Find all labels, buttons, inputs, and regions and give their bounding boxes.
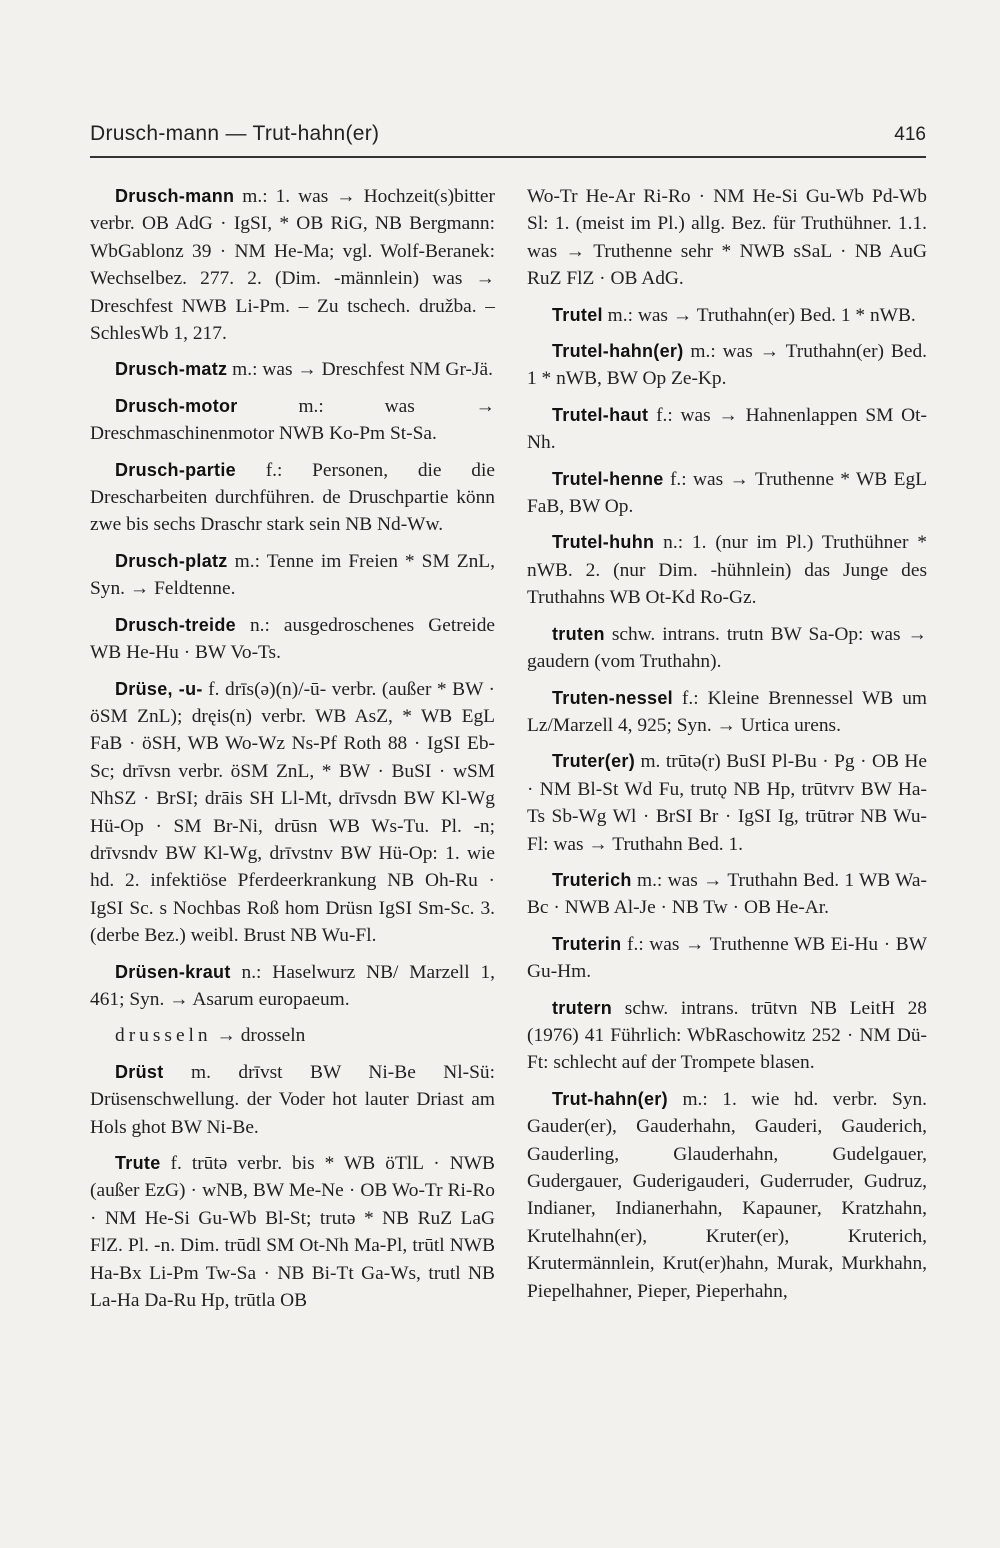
entry-body: m.: was → Truthahn(er) Bed. 1 * nWB, BW Op Ze-Kp. bbox=[527, 341, 927, 390]
entry-trute bbox=[90, 1150, 495, 1314]
entry-trut-hahn bbox=[527, 1086, 927, 1305]
entry-drusseln bbox=[90, 1022, 495, 1049]
entry-body: n.: 1. (nur im Pl.) Truthühner * nWB. 2. (nur Dim. -hühnlein) das Junge des Truthahns WB Ot-Kd Ro-Gz. bbox=[527, 532, 927, 609]
entry-lemma: Drusch-mann bbox=[115, 186, 235, 206]
entry-lemma: Drusch-partie bbox=[115, 459, 236, 480]
entry-drusch-mann bbox=[90, 183, 495, 347]
entry-lemma: Truten-nessel bbox=[552, 687, 673, 708]
entry-body: m.: 1. was → Hochzeit(s)bitter verbr. OB AdG · IgSI, * OB RiG, NB Bergmann: WbGablonz 39 · NM He-Ma; vgl. Wolf-Beranek: Wechselbez. 277. 2. (Dim. -männlein) was → Dreschfest NWB Li-Pm. – Zu tschech. družba. – SchlesWb 1, 217. bbox=[90, 186, 495, 345]
entry-truten bbox=[527, 621, 927, 676]
entry-body: → drosseln bbox=[211, 1025, 306, 1047]
running-header bbox=[90, 120, 926, 158]
entry-body: f.: was → Truthenne WB Ei-Hu · BW Gu-Hm. bbox=[527, 933, 927, 983]
entry-lemma: drusseln bbox=[115, 1025, 212, 1047]
entry-body: m.: was → Dreschfest NM Gr-Jä. bbox=[227, 359, 493, 381]
entry-body: schw. intrans. trūtvn NB LeitH 28 (1976) 41 Führlich: WbRaschowitz 252 · NM Dü-Ft: schlecht auf der Trompete blasen. bbox=[527, 997, 927, 1074]
entry-drusch-matz bbox=[90, 356, 495, 383]
entry-body: m. trūtə(r) BuSI Pl-Bu · Pg · OB He · NM Bl-St Wd Fu, trutǫ NB Hp, trūtvrv BW Ha-Ts Sb-Wg Wl · BrSI Br · IgSI Ig, trūtrər NB Wu-Fl: was → Truthahn Bed. 1. bbox=[527, 751, 927, 855]
page-number: 416 bbox=[894, 124, 926, 145]
entry-lemma: Trutel-henne bbox=[552, 468, 664, 489]
entry-lemma: truten bbox=[552, 623, 605, 644]
entry-lemma: Drüst bbox=[115, 1061, 164, 1082]
entry-truterer bbox=[527, 748, 927, 858]
header-title: Drusch-mann — Trut-hahn(er) bbox=[90, 122, 380, 145]
entry-truterin bbox=[527, 931, 927, 986]
entry-lemma: Drusch-treide bbox=[115, 614, 236, 635]
entry-body: f. trūtə verbr. bis * WB öTlL · NWB (außer EzG) · wNB, BW Me-Ne · OB Wo-Tr Ri-Ro · NM He-Si Gu-Wb Bl-St; trutə * NB RuZ LaG FlZ. Pl. -n. Dim. trūdl SM Ot-Nh Ma-Pl, trūtl NWB Ha-Bx Li-Pm Tw-Sa · NB Bi-Tt Ga-Ws, trutl NB La-Ha Da-Ru Hp, trūtla OB bbox=[90, 1153, 495, 1312]
entry-body: f.: Personen, die die Drescharbeiten durchführen. de Druschpartie könn zwe bis sechs Draschr stark sein NB Nd-Ww. bbox=[90, 459, 495, 536]
entry-body: m.: Tenne im Freien * SM ZnL, Syn. → Feldtenne. bbox=[90, 550, 495, 600]
entry-trutel-haut bbox=[527, 402, 927, 457]
entry-truten-nessel bbox=[527, 685, 927, 740]
entry-lemma: Trutel-haut bbox=[552, 404, 649, 425]
entry-druest bbox=[90, 1059, 495, 1141]
entry-druesen-kraut bbox=[90, 959, 495, 1014]
entry-lemma: Trutel-huhn bbox=[552, 532, 655, 553]
entry-body: f.: was → Hahnenlappen SM Ot-Nh. bbox=[527, 404, 927, 454]
left-column bbox=[90, 183, 495, 1323]
entry-lemma: Drüsen-kraut bbox=[115, 961, 231, 982]
entry-drusch-platz bbox=[90, 548, 495, 603]
entry-lemma: Trut-hahn(er) bbox=[552, 1088, 668, 1109]
entry-body: n.: ausgedroschenes Getreide WB He-Hu · BW Vo-Ts. bbox=[90, 614, 495, 664]
entry-lemma: Trute bbox=[115, 1153, 161, 1173]
entry-body: schw. intrans. trutn BW Sa-Op: was → gaudern (vom Truthahn). bbox=[527, 623, 927, 673]
right-column bbox=[527, 183, 927, 1314]
entry-lemma: Truterich bbox=[552, 869, 632, 890]
entry-drusch-motor bbox=[90, 393, 495, 448]
entry-lemma: Drüse, -u- bbox=[115, 678, 203, 699]
entry-truterich bbox=[527, 867, 927, 922]
entry-lemma: trutern bbox=[552, 997, 613, 1018]
entry-trutel-henne bbox=[527, 466, 927, 521]
entry-druese bbox=[90, 676, 495, 950]
entry-lemma: Truterin bbox=[552, 933, 622, 954]
entry-lemma: Drusch-matz bbox=[115, 359, 228, 380]
entry-drusch-partie bbox=[90, 457, 495, 539]
entry-body: m.: was → Truthahn(er) Bed. 1 * nWB. bbox=[602, 304, 916, 326]
entry-lemma: Drusch-platz bbox=[115, 550, 228, 571]
entry-drusch-treide bbox=[90, 612, 495, 667]
entry-body: n.: Haselwurz NB/ Marzell 1, 461; Syn. → Asarum europaeum. bbox=[90, 961, 495, 1010]
entry-trutel-huhn bbox=[527, 529, 927, 611]
entry-trute-continued bbox=[527, 183, 927, 293]
entry-lemma: Trutel-hahn(er) bbox=[552, 341, 684, 362]
entry-body: m.: was → Dreschmaschinenmotor NWB Ko-Pm St-Sa. bbox=[90, 395, 495, 445]
entry-body: f.: was → Truthenne * WB EgL FaB, BW Op. bbox=[527, 468, 927, 518]
entry-body: f. drīs(ə)(n)/-ū- verbr. (außer * BW · öSM ZnL); dręis(n) verbr. WB AsZ, * WB EgL FaB · öSH, WB Wo-Wz Ns-Pf Roth 88 · IgSI Eb-Sc; drīvsn verbr. öSM ZnL, * BW · BuSI · wSM NhSZ · BrSI; drāis SH Ll-Mt, drīvsdn BW Kl-Wg Hü-Op · SM Br-Ni, drūsn WB Ws-Tu. Pl. -n; drīvsndv BW Kl-Wg, drīvstnv BW Hü-Op: 1. wie hd. 2. infektiöse Pferdeerkrankung NB Oh-Ru · IgSI Sc. s Nochbas Roß hom Drüsn IgSI Sm-Sc. 3. (derbe Bez.) weibl. Brust NB Wu-Fl. bbox=[90, 678, 495, 947]
entry-trutel-hahn bbox=[527, 338, 927, 393]
entry-trutern bbox=[527, 995, 927, 1077]
entry-body: m.: was → Truthahn Bed. 1 WB Wa-Bc · NWB Al-Je · NB Tw · OB He-Ar. bbox=[527, 869, 927, 919]
entry-body: f.: Kleine Brennessel WB um Lz/Marzell 4, 925; Syn. → Urtica urens. bbox=[527, 687, 927, 736]
entry-lemma: Drusch-motor bbox=[115, 395, 238, 416]
entry-lemma: Trutel bbox=[552, 304, 603, 325]
entry-body: m. drīvst BW Ni-Be Nl-Sü: Drüsenschwellung. der Voder hot lauter Driast am Hols ghot BW Ni-Be. bbox=[90, 1061, 495, 1138]
entry-trutel bbox=[527, 302, 927, 329]
entry-lemma: Truter(er) bbox=[552, 751, 636, 772]
entry-body: Wo-Tr He-Ar Ri-Ro · NM He-Si Gu-Wb Pd-Wb Sl: 1. (meist im Pl.) allg. Bez. für Truthühner. 1.1. was → Truthenne sehr * NWB sSaL · NB AuG RuZ FlZ · OB AdG. bbox=[527, 186, 927, 290]
entry-body: m.: 1. wie hd. verbr. Syn. Gauder(er), Gauderhahn, Gauderi, Gauderich, Gauderling, Glauderhahn, Gudelgauer, Gudergauer, Guderigauderi, Guderruder, Gudruz, Indianer, Indianerhahn, Kapauner, Kratzhahn, Krutelhahn(er), Kruter(er), Kruterich, Krutermännlein, Krut(er)hahn, Murak, Murkhahn, Piepelhahner, Pieper, Pieperhahn, bbox=[527, 1088, 927, 1302]
